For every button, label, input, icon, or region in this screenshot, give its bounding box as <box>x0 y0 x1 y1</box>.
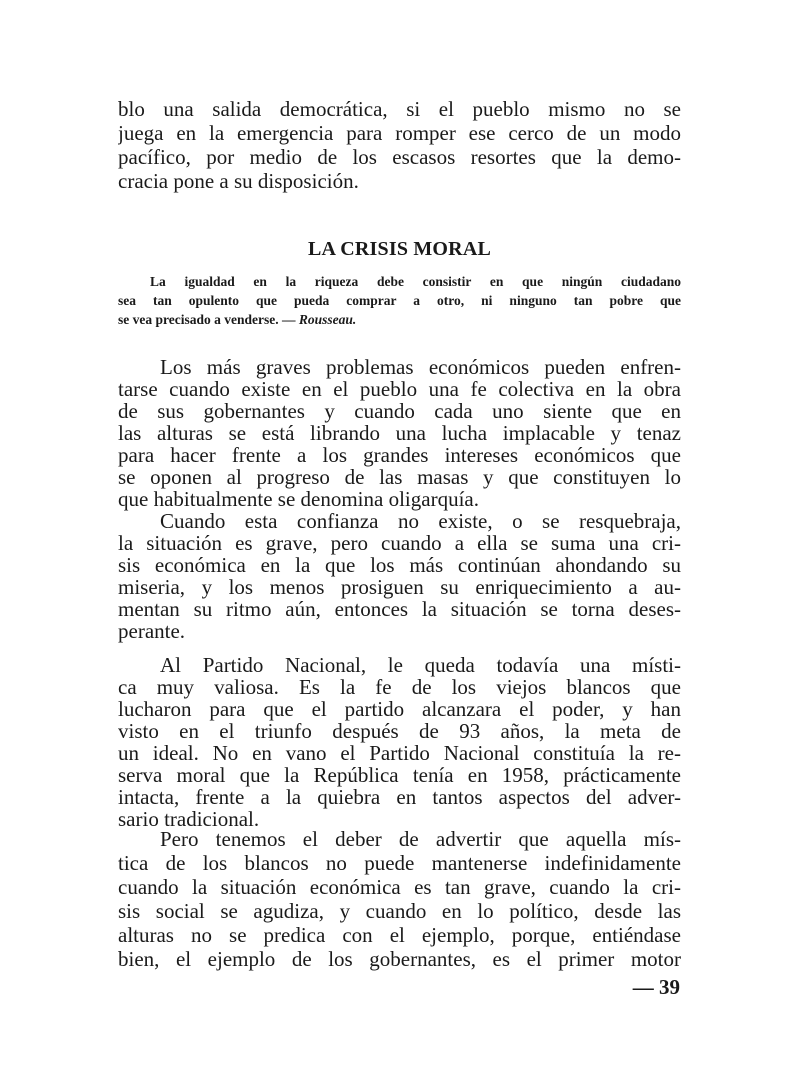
text-line: serva moral que la República tenía en 1958, prácticamente <box>118 763 681 787</box>
text-line: que habitualmente se denomina oligarquía. <box>118 487 479 511</box>
text-line: intacta, frente a la quiebra en tantos aspectos del adver- <box>118 785 681 809</box>
epigraph-line <box>118 311 681 329</box>
text-line: tarse cuando existe en el pueblo una fe colectiva en la obra <box>118 377 681 401</box>
text-line: la situación es grave, pero cuando a ella se suma una cri- <box>118 531 681 555</box>
text-line: un ideal. No en vano el Partido Nacional constituía la re- <box>118 741 681 765</box>
text-line: Los más graves problemas económicos pueden enfren- <box>160 355 681 379</box>
epigraph-line: sea tan opulento que pueda comprar a otro, ni ninguno tan pobre que <box>118 293 681 308</box>
text-line: cracia pone a su disposición. <box>118 169 359 193</box>
text-line: juega en la emergencia para romper ese cerco de un modo <box>118 121 681 145</box>
text-line: tica de los blancos no puede mantenerse indefinidamente <box>118 851 681 875</box>
text-line: Pero tenemos el deber de advertir que aquella mís- <box>160 827 681 851</box>
text-line: ca muy valiosa. Es la fe de los viejos blancos que <box>118 675 681 699</box>
text-line: perante. <box>118 619 186 643</box>
text-line: Cuando esta confianza no existe, o se resquebraja, <box>160 509 681 533</box>
text-line: blo una salida democrática, si el pueblo mismo no se <box>118 97 681 121</box>
text-line: sis social se agudiza, y cuando en lo político, desde las <box>118 899 681 923</box>
text-line: bien, el ejemplo de los gobernantes, es el primer motor <box>118 947 681 971</box>
page-number: — 39 <box>632 975 680 999</box>
text-line: lucharon para que el partido alcanzara el poder, y han <box>118 697 681 721</box>
text-line: para hacer frente a los grandes intereses económicos que <box>118 443 681 467</box>
text-line: mentan su ritmo aún, entonces la situación se torna deses- <box>118 597 681 621</box>
text-line: cuando la situación económica es tan grave, cuando la cri- <box>118 875 681 899</box>
text-line: sis económica en la que los más continúan ahondando su <box>118 553 681 577</box>
section-heading: LA CRISIS MORAL <box>307 238 492 260</box>
text-line: visto en el triunfo después de 93 años, la meta de <box>118 719 681 743</box>
epigraph-line: La igualdad en la riqueza debe consistir en que ningún ciudadano <box>150 274 681 289</box>
epigraph-author: Rousseau. <box>298 312 357 327</box>
text-line: miseria, y los menos prosiguen su enriquecimiento a au- <box>118 575 681 599</box>
text-line: alturas no se predica con el ejemplo, porque, entiéndase <box>118 923 681 947</box>
text-line: se oponen al progreso de las masas y que constituyen lo <box>118 465 681 489</box>
text-line: sario tradicional. <box>118 807 260 831</box>
text-line: Al Partido Nacional, le queda todavía una místi- <box>160 653 681 677</box>
text-line: pacífico, por medio de los escasos resortes que la demo- <box>118 145 681 169</box>
text-line: de sus gobernantes y cuando cada uno siente que en <box>118 399 681 423</box>
epigraph-text: se vea precisado a venderse. — <box>118 312 296 327</box>
text-line: las alturas se está librando una lucha implacable y tenaz <box>118 421 681 445</box>
